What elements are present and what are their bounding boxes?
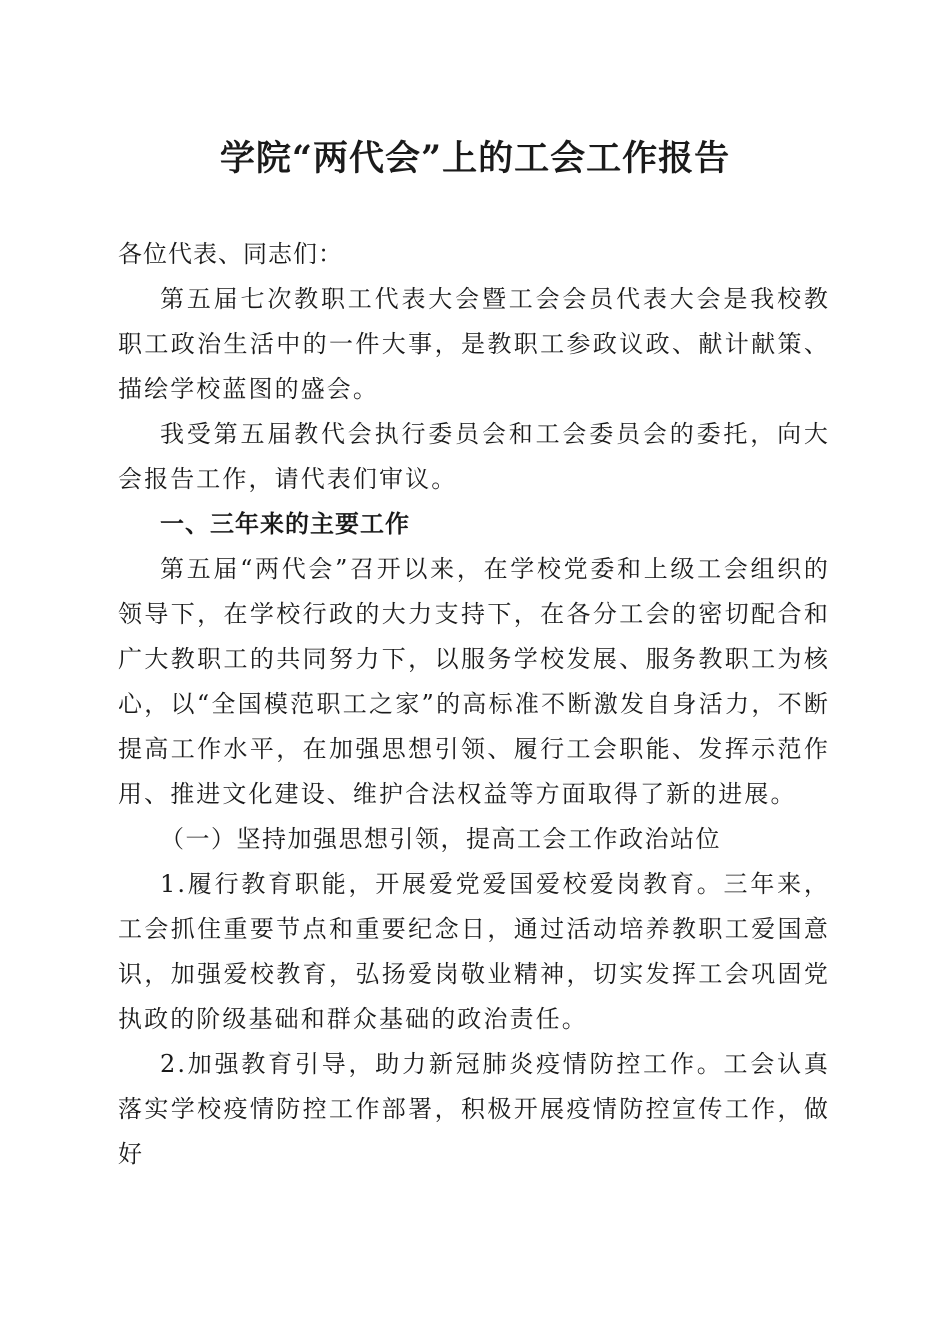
paragraph-overview: 第五届“两代会”召开以来，在学校党委和上级工会组织的领导下，在学校行政的大力支持下，在各分工会的密切配合和广大教职工的共同努力下，以服务学校发展、服务教职工为核心，以“全国模范职工之家”的高标准不断激发自身活力，不断提高工作水平，在加强思想引领、履行工会职能、发挥示范作用、推进文化建设、维护合法权益等方面取得了新的进展。 <box>118 555 830 808</box>
salutation: 各位代表、同志们： <box>118 240 343 268</box>
subsection-heading-ideological: （一）坚持加强思想引领，提高工会工作政治站位 <box>160 825 721 853</box>
paragraph-entrusted: 我受第五届教代会执行委员会和工会委员会的委托，向大会报告工作，请代表们审议。 <box>118 420 830 493</box>
paragraph-item-2: 2.加强教育引导，助力新冠肺炎疫情防控工作。工会认真落实学校疫情防控工作部署，积极开展疫情防控宣传工作，做好 <box>118 1050 830 1168</box>
section-heading-main-work: 一、三年来的主要工作 <box>160 510 410 538</box>
document-body <box>118 232 830 1177</box>
paragraph-intro: 第五届七次教职工代表大会暨工会会员代表大会是我校教职工政治生活中的一件大事，是教职工参政议政、献计献策、描绘学校蓝图的盛会。 <box>118 285 830 403</box>
paragraph-item-1: 1.履行教育职能，开展爱党爱国爱校爱岗教育。三年来，工会抓住重要节点和重要纪念日，通过活动培养教职工爱国意识，加强爱校教育，弘扬爱岗敬业精神，切实发挥工会巩固党执政的阶级基础和群众基础的政治责任。 <box>118 870 830 1033</box>
document-title: 学院“两代会”上的工会工作报告 <box>219 138 731 179</box>
